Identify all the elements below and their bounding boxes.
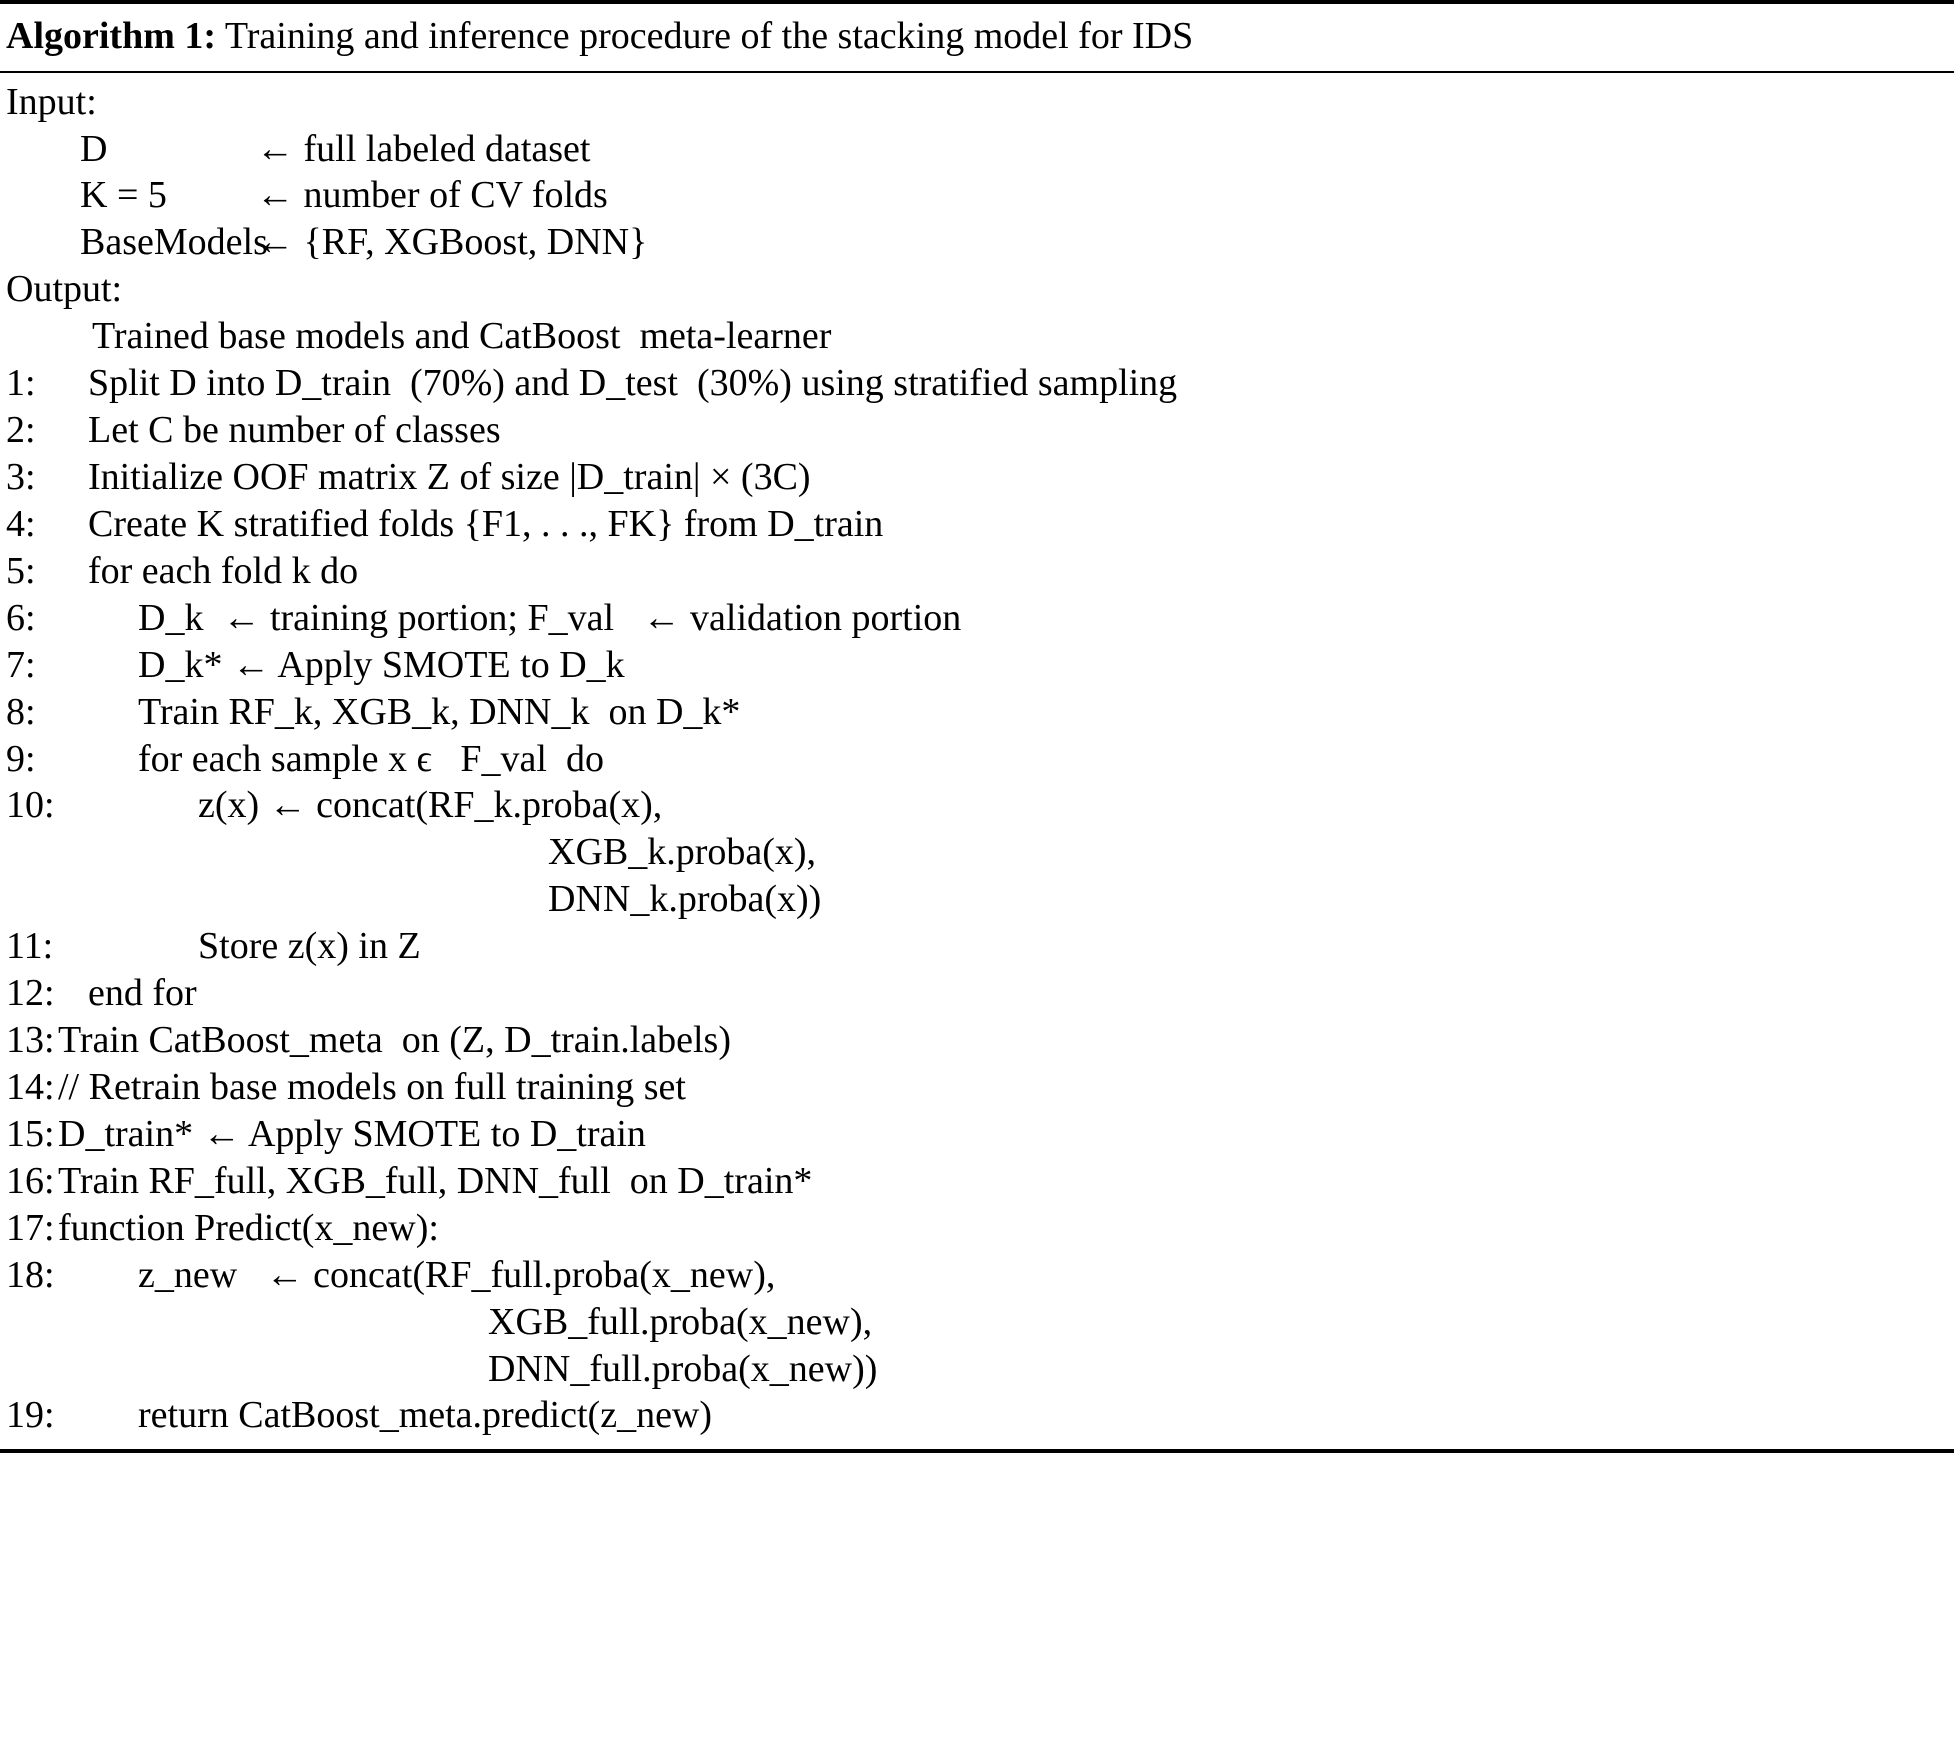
output-text-line	[6, 313, 1948, 360]
algorithm-step	[6, 1064, 1948, 1111]
input-name: BaseModels	[80, 221, 268, 264]
step-text: function Predict(x_new):	[58, 1206, 439, 1249]
algorithm-step-continuation	[6, 876, 1948, 923]
output-heading: Output:	[6, 268, 123, 311]
algorithm-step	[6, 736, 1948, 783]
step-number: 7:	[6, 643, 36, 686]
step-number: 14:	[6, 1065, 55, 1108]
input-value: ← {RF, XGBoost, DNN}	[256, 221, 648, 264]
step-text: for each sample x ϵ F_val do	[138, 737, 604, 780]
algorithm-step-continuation	[6, 1346, 1948, 1393]
step-text: DNN_k.proba(x))	[548, 878, 822, 921]
step-number: 13:	[6, 1019, 55, 1062]
step-text: for each fold k do	[88, 549, 359, 592]
step-number: 6:	[6, 596, 36, 639]
algorithm-step-continuation	[6, 1299, 1948, 1346]
output-heading-line	[6, 266, 1948, 313]
input-heading-line	[6, 79, 1948, 126]
algorithm-step	[6, 782, 1948, 829]
step-text: Split D into D_train (70%) and D_test (30%) using stratified sampling	[88, 362, 1178, 405]
step-number: 1:	[6, 362, 36, 405]
step-number: 15:	[6, 1112, 55, 1155]
step-text: Store z(x) in Z	[198, 925, 421, 968]
algorithm-step	[6, 548, 1948, 595]
step-number: 3:	[6, 456, 36, 498]
step-text: // Retrain base models on full training set	[58, 1065, 686, 1108]
algorithm-step	[6, 689, 1948, 736]
step-number: 4:	[6, 502, 36, 545]
algorithm-title: Training and inference procedure of the stacking model for IDS	[224, 15, 1194, 57]
input-value: ← full labeled dataset	[256, 127, 591, 170]
algorithm-caption	[0, 4, 1954, 71]
input-value: ← number of CV folds	[256, 174, 608, 217]
step-number: 10:	[6, 784, 55, 827]
step-number: 5:	[6, 549, 36, 592]
step-text: XGB_k.proba(x),	[548, 831, 817, 874]
algorithm-step	[6, 595, 1948, 642]
step-number: 11:	[6, 925, 54, 968]
step-text: z_new ← concat(RF_full.proba(x_new),	[138, 1253, 776, 1296]
step-number: 12:	[6, 972, 55, 1015]
step-number: 19:	[6, 1394, 55, 1437]
step-number: 17:	[6, 1206, 55, 1249]
step-text: D_k ← training portion; F_val ← validation portion	[138, 596, 962, 639]
algorithm-step	[6, 360, 1948, 407]
algorithm-step	[6, 1017, 1948, 1064]
step-text: Train RF_k, XGB_k, DNN_k on D_k*	[138, 690, 741, 733]
algorithm-step	[6, 642, 1948, 689]
step-number: 16:	[6, 1159, 55, 1202]
input-row	[6, 219, 1948, 266]
step-text: Create K stratified folds {F1, . . ., FK} from D_train	[88, 502, 884, 545]
algorithm-step	[6, 454, 1948, 501]
step-text: DNN_full.proba(x_new))	[488, 1347, 878, 1390]
step-number: 9:	[6, 737, 36, 780]
algorithm-step-continuation	[6, 829, 1948, 876]
output-text: Trained base models and CatBoost meta-learner	[92, 315, 832, 358]
input-name: D	[80, 127, 108, 170]
algorithm-step	[6, 407, 1948, 454]
algorithm-step	[6, 970, 1948, 1017]
step-number: 8:	[6, 690, 36, 733]
input-name: K = 5	[80, 174, 167, 217]
algorithm-step	[6, 501, 1948, 548]
input-heading: Input:	[6, 80, 97, 123]
step-text: return CatBoost_meta.predict(z_new)	[138, 1394, 713, 1437]
algorithm-step	[6, 1392, 1948, 1439]
algorithm-step	[6, 923, 1948, 970]
algorithm-step	[6, 1111, 1948, 1158]
bottom-rule	[0, 1449, 1954, 1453]
step-text: Train RF_full, XGB_full, DNN_full on D_train*	[58, 1159, 813, 1202]
step-text: Let C be number of classes	[88, 409, 501, 452]
step-text: XGB_full.proba(x_new),	[488, 1300, 873, 1343]
step-number: 18:	[6, 1253, 55, 1296]
step-text: z(x) ← concat(RF_k.proba(x),	[198, 784, 663, 827]
algorithm-step	[6, 1158, 1948, 1205]
algorithm-step	[6, 1252, 1948, 1299]
algorithm-step	[6, 1205, 1948, 1252]
algorithm-body	[0, 73, 1954, 1450]
algorithm-label: Algorithm 1:	[6, 15, 217, 57]
input-row	[6, 172, 1948, 219]
step-number: 2:	[6, 409, 36, 452]
step-text: end for	[88, 972, 197, 1015]
step-text: Initialize OOF matrix Z of size |D_train| × (3C)	[88, 456, 811, 498]
step-text: Train CatBoost_meta on (Z, D_train.labels)	[58, 1019, 731, 1062]
step-text: D_k* ← Apply SMOTE to D_k	[138, 643, 625, 686]
step-text: D_train* ← Apply SMOTE to D_train	[58, 1112, 646, 1155]
input-row	[6, 126, 1948, 173]
